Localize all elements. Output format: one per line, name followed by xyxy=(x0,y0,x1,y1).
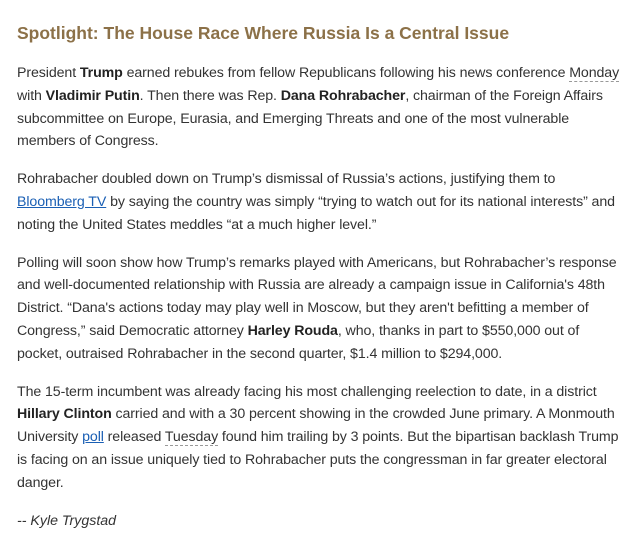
name-clinton: Hillary Clinton xyxy=(17,406,112,423)
text: released xyxy=(103,429,165,446)
text: . Then there was Rep. xyxy=(139,87,281,104)
date-monday[interactable]: Monday xyxy=(569,65,620,81)
text: carried and with a 30 percent showing in the crowded June primary. A Monmouth University xyxy=(17,406,615,446)
text: found him trailing by 3 points. But the bipartisan backlash Trump is facing on an issue uniquely tied to Rohrabacher puts the congressman in far greater electoral danger. xyxy=(17,429,619,491)
name-rohrabacher: Dana Rohrabacher xyxy=(280,87,406,104)
text: Rohrabacher doubled down on Trump’s dismissal of Russia’s actions, justifying them to xyxy=(17,171,556,188)
paragraph-3 xyxy=(17,252,624,366)
text: President xyxy=(17,65,80,81)
article-headline: Spotlight: The House Race Where Russia Is a Central Issue xyxy=(17,23,510,43)
text: Polling will soon show how Trump’s remarks played with Americans, but Rohrabacher’s response and well-documented relationship with Russia are already a campaign issue in California's 48th District. “Dana's actions today may play well in Moscow, but they aren't befitting a member of Congress,” said Democratic attorney xyxy=(17,254,617,339)
text: , who, thanks in part to $550,000 out of pocket, outraised Rohrabacher in the second quarter, $1.4 million to $294,000. xyxy=(17,322,580,362)
paragraph-4 xyxy=(17,381,624,495)
bloomberg-tv-link[interactable]: Bloomberg TV xyxy=(17,193,107,210)
text: , chairman of the Foreign Affairs subcommittee on Europe, Eurasia, and Emerging Threats and one of the most vulnerable members of Congress. xyxy=(17,87,603,150)
poll-link[interactable]: poll xyxy=(82,429,104,446)
name-trump: Trump xyxy=(79,65,123,81)
paragraph-2 xyxy=(17,168,624,236)
text: The 15-term incumbent was already facing his most challenging reelection to date, in a district xyxy=(17,383,597,400)
text: earned rebukes from fellow Republicans following his news conference xyxy=(122,65,570,81)
date-tuesday[interactable]: Tuesday xyxy=(164,429,219,446)
name-putin: Vladimir Putin xyxy=(45,87,140,104)
name-rouda: Harley Rouda xyxy=(247,322,338,339)
paragraph-1 xyxy=(17,62,624,153)
text: with xyxy=(17,87,46,104)
byline: -- Kyle Trygstad xyxy=(17,512,117,529)
text: by saying the country was simply “trying to watch out for its national interests” and noting the United States meddles “at a much higher level.” xyxy=(17,193,615,233)
